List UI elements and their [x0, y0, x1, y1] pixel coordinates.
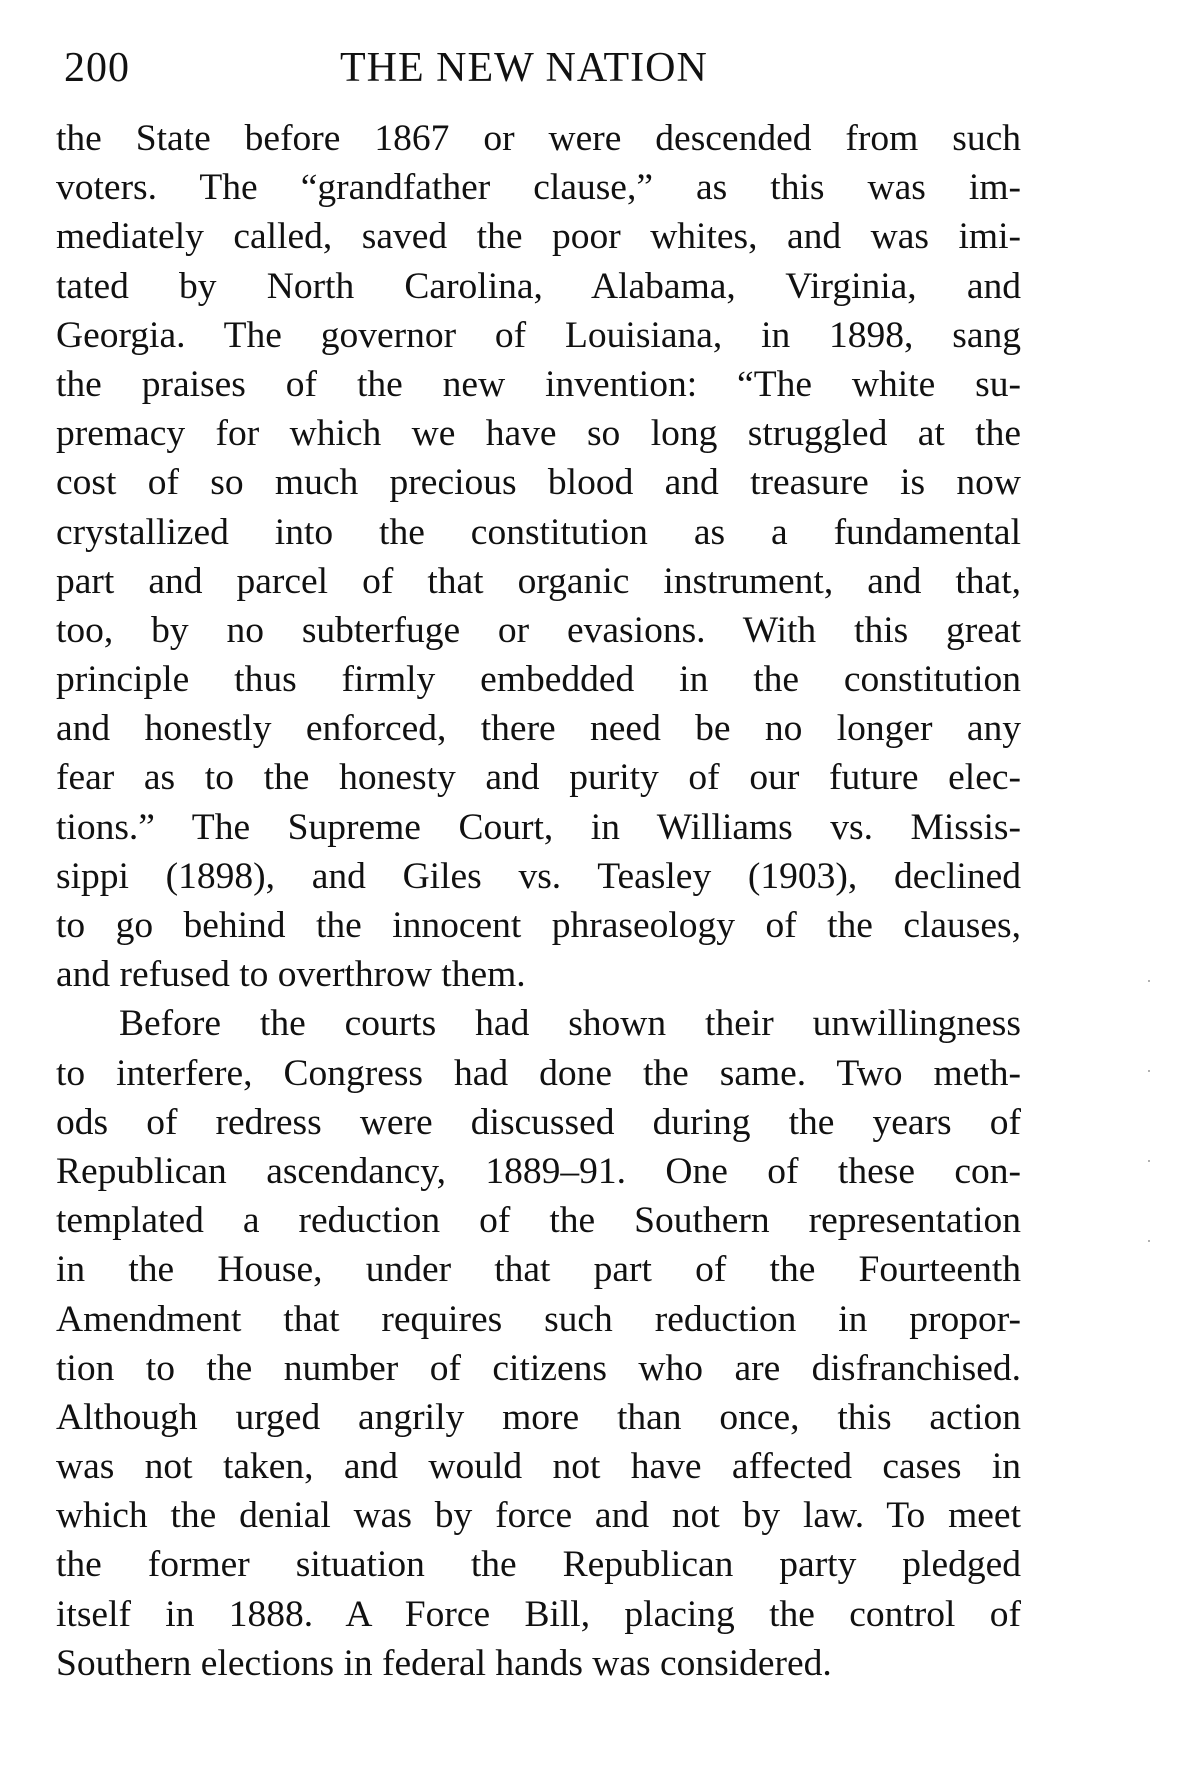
text-line: crystallized into the constitution as a fundamental	[56, 511, 1021, 553]
text-line: Georgia. The governor of Louisiana, in 1898, sang	[56, 314, 1021, 356]
paragraph-1	[56, 114, 1021, 999]
text-line: principle thus firmly embedded in the constitution	[56, 659, 1021, 701]
text-line: itself in 1888. A Force Bill, placing the control of	[56, 1593, 1021, 1635]
text-line: too, by no subterfuge or evasions. With this great	[56, 609, 1021, 651]
text-line: templated a reduction of the Southern representation	[56, 1200, 1021, 1242]
paragraph-2	[56, 999, 1021, 1688]
text-line: fear as to the honesty and purity of our future elec-	[56, 757, 1021, 799]
text-line: mediately called, saved the poor whites, and was imi-	[56, 216, 1021, 258]
text-line: was not taken, and would not have affected cases in	[56, 1446, 1021, 1488]
scan-speck	[1148, 1240, 1150, 1242]
scan-speck	[1148, 1160, 1150, 1162]
text-line: Southern elections in federal hands was considered.	[56, 1642, 832, 1684]
text-line: which the denial was by force and not by law. To meet	[56, 1495, 1021, 1537]
text-line: Republican ascendancy, 1889–91. One of these con-	[56, 1150, 1021, 1192]
text-line: cost of so much precious blood and treasure is now	[56, 462, 1021, 504]
text-line: ods of redress were discussed during the years of	[56, 1101, 1021, 1143]
page-number: 200	[64, 45, 130, 91]
text-line: tated by North Carolina, Alabama, Virginia, and	[56, 265, 1021, 307]
text-line: tion to the number of citizens who are disfranchised.	[56, 1347, 1021, 1389]
text-line: to go behind the innocent phraseology of the clauses,	[56, 905, 1021, 946]
scan-specks	[1148, 980, 1154, 1380]
text-line: sippi (1898), and Giles vs. Teasley (1903), declined	[56, 855, 1021, 897]
text-line: the former situation the Republican party pledged	[56, 1544, 1021, 1586]
text-line: tions.” The Supreme Court, in Williams vs. Missis-	[56, 806, 1021, 848]
scan-speck	[1148, 980, 1150, 982]
text-line: Although urged angrily more than once, this action	[56, 1396, 1021, 1438]
running-title: THE NEW NATION	[340, 45, 708, 91]
text-line: and refused to overthrow them.	[56, 954, 526, 996]
text-line: part and parcel of that organic instrument, and that,	[56, 560, 1021, 602]
text-line: Before the courts had shown their unwillingness	[119, 1003, 1021, 1045]
text-line: the praises of the new invention: “The white su-	[56, 363, 1021, 405]
scan-speck	[1148, 1070, 1150, 1072]
text-line: Amendment that requires such reduction in propor-	[56, 1298, 1021, 1340]
text-line: to interfere, Congress had done the same. Two meth-	[56, 1052, 1021, 1094]
text-line: in the House, under that part of the Fourteenth	[56, 1249, 1021, 1291]
text-line: voters. The “grandfather clause,” as this was im-	[56, 167, 1021, 209]
text-line: premacy for which we have so long struggled at the	[56, 413, 1021, 455]
text-line: the State before 1867 or were descended from such	[56, 118, 1021, 159]
body-text	[56, 114, 1021, 1688]
page-header	[64, 44, 1044, 104]
text-line: and honestly enforced, there need be no longer any	[56, 708, 1021, 750]
